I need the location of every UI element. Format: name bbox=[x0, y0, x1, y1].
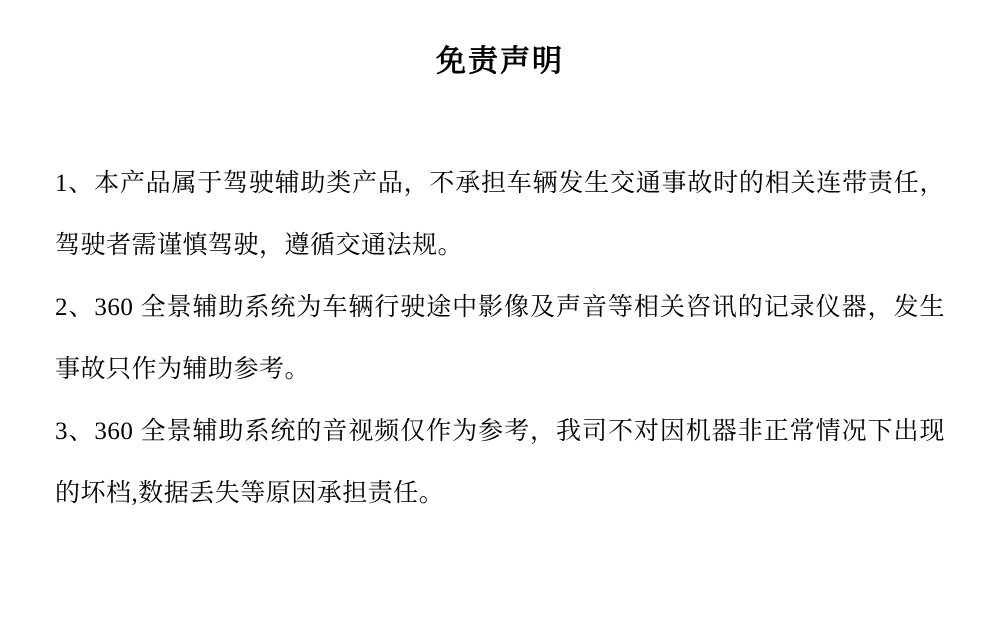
disclaimer-paragraph-2: 2、360 全景辅助系统为车辆行驶途中影像及声音等相关咨讯的记录仪器，发生事故只作为辅助参考。 bbox=[55, 294, 945, 383]
page-title: 免责声明 bbox=[436, 45, 564, 78]
document-body bbox=[55, 153, 945, 525]
disclaimer-paragraph-3: 3、360 全景辅助系统的音视频仅作为参考，我司不对因机器非正常情况下出现的坏档,数据丢失等原因承担责任。 bbox=[55, 418, 945, 507]
disclaimer-paragraph-1: 1、本产品属于驾驶辅助类产品，不承担车辆发生交通事故时的相关连带责任，驾驶者需谨慎驾驶，遵循交通法规。 bbox=[55, 170, 945, 259]
